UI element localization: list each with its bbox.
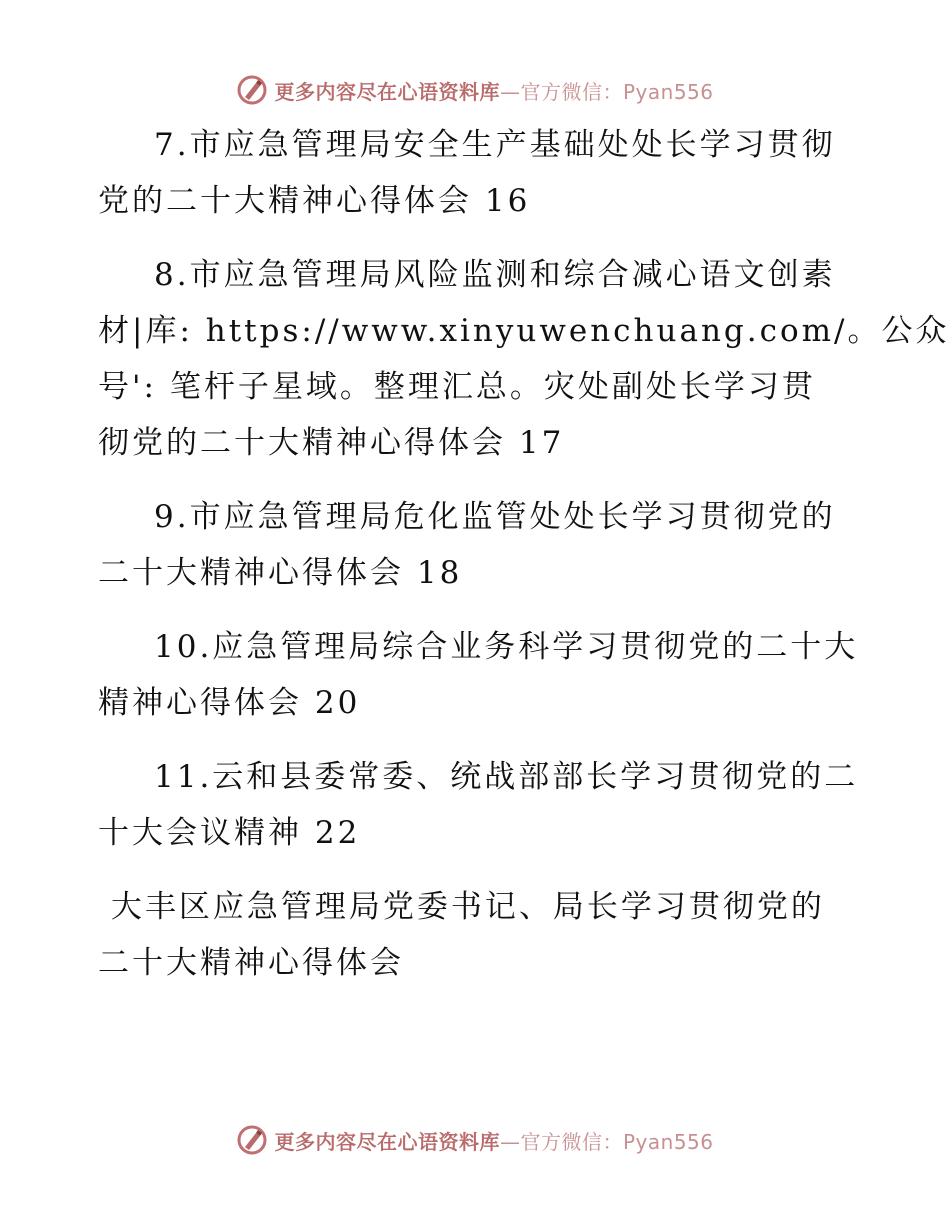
watermark-official: 官方微信： <box>520 79 623 104</box>
toc-line: 党的二十大精神心得体会 16 <box>98 183 531 219</box>
toc-entry-7[interactable] <box>98 117 858 229</box>
toc-line: 号': 笔杆子星域。整理汇总。灾处副处长学习贯 <box>98 369 816 405</box>
watermark-main: 更多内容尽在心语资料库 <box>274 79 500 104</box>
watermark-account: Pyan556 <box>622 79 714 104</box>
watermark-dash: — <box>499 79 521 104</box>
toc-line: 材|库: https://www.xinyuwenchuang.com/。公众 <box>98 313 950 349</box>
pen-logo-icon <box>236 74 268 106</box>
toc-entry-dafeng[interactable] <box>98 879 858 991</box>
toc-line: 9.市应急管理局危化监管处处长学习贯彻党的 <box>154 499 836 535</box>
toc-line: 精神心得体会 20 <box>98 685 361 721</box>
toc-entry-9[interactable] <box>98 489 858 601</box>
toc-entry-10[interactable] <box>98 619 858 731</box>
toc-line: 二十大精神心得体会 18 <box>98 555 463 591</box>
toc-entry-8[interactable] <box>98 247 950 471</box>
watermark-dash: — <box>499 1129 521 1154</box>
toc-line: 二十大精神心得体会 <box>98 945 404 981</box>
toc-line: 11.云和县委常委、统战部部长学习贯彻党的二 <box>154 759 859 795</box>
pen-logo-icon <box>236 1124 268 1156</box>
toc-entry-11[interactable] <box>98 749 858 861</box>
watermark-text <box>274 1126 713 1155</box>
toc-line: 大丰区应急管理局党委书记、局长学习贯彻党的 <box>98 889 825 925</box>
toc-line: 7.市应急管理局安全生产基础处处长学习贯彻 <box>154 127 836 163</box>
watermark-official: 官方微信： <box>520 1129 623 1154</box>
watermark-account: Pyan556 <box>622 1129 714 1154</box>
toc-line: 8.市应急管理局风险监测和综合减心语文创素 <box>154 257 836 293</box>
watermark-text <box>274 76 713 105</box>
watermark-main: 更多内容尽在心语资料库 <box>274 1129 500 1154</box>
toc-line: 10.应急管理局综合业务科学习贯彻党的二十大 <box>154 629 859 665</box>
toc-list <box>98 117 950 991</box>
toc-line: 彻党的二十大精神心得体会 17 <box>98 425 565 461</box>
footer-watermark <box>0 1123 950 1157</box>
toc-line: 十大会议精神 22 <box>98 815 361 851</box>
header-watermark <box>0 73 950 107</box>
